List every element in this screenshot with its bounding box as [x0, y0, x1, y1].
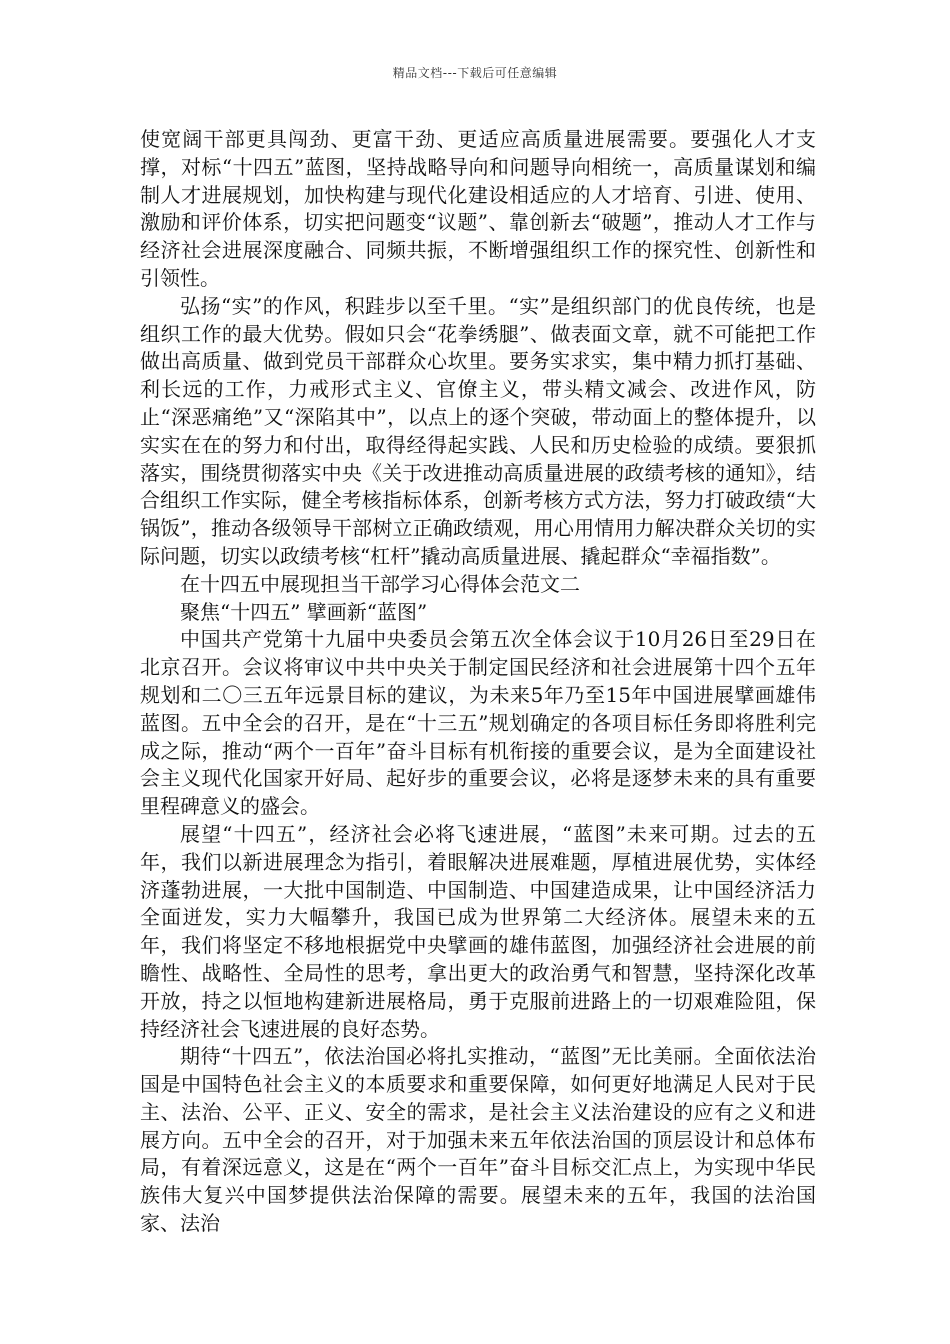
section-subtitle: 聚焦“十四五” 擘画新“蓝图” — [180, 599, 428, 624]
document-body — [140, 126, 816, 1238]
paragraph-4: 展望“十四五”，经济社会必将飞速进展，“蓝图”未来可期。过去的五年，我们以新进展理念为指引，着眼解决进展难题，厚植进展优势，实体经济蓬勃进展，一大批中国制造、中国制造、中国建造成果，让中国经济活力全面迸发，实力大幅攀升，我国已成为世界第二大经济体。展望未来的五年，我们将坚定不移地根据党中央擘画的雄伟蓝图，加强经济社会进展的前瞻性、战略性、全局性的思考，拿出更大的政治勇气和智慧，坚持深化改革开放，持之以恒地构建新进展格局，勇于克服前进路上的一切艰难险阻，保持经济社会飞速进展的良好态势。 — [140, 821, 816, 1041]
paragraph-5: 期待“十四五”，依法治国必将扎实推动，“蓝图”无比美丽。全面依法治国是中国特色社会主义的本质要求和重要保障，如何更好地满足人民对于民主、法治、公平、正义、安全的需求，是社会主义法治建设的应有之义和进展方向。五中全会的召开，对于加强未来五年依法治国的顶层设计和总体布局，有着深远意义，这是在“两个一百年”奋斗目标交汇点上，为实现中华民族伟大复兴中国梦提供法治保障的需要。展望未来的五年，我国的法治国家、法治 — [140, 1044, 816, 1236]
running-header: 精品文档---下载后可任意编辑 — [392, 66, 558, 80]
paragraph-2: 弘扬“实”的作风，积跬步以至千里。“实”是组织部门的优良传统，也是组织工作的最大优势。假如只会“花拳绣腿”、做表面文章，就不可能把工作做出高质量、做到党员干部群众心坎里。要务实求实，集中精力抓打基础、利长远的工作，力戒形式主义、官僚主义，带头精文减会、改进作风，防止“深恶痛绝”又“深陷其中”，以点上的逐个突破，带动面上的整体提升，以实实在在的努力和付出，取得经得起实践、人民和历史检验的成绩。要狠抓落实，围绕贯彻落实中央《关于改进推动高质量进展的政绩考核的通知》，结合组织工作实际，健全考核指标体系，创新考核方式方法，努力打破政绩“大锅饭”，推动各级领导干部树立正确政绩观，用心用情用力解决群众关切的实际问题，切实以政绩考核“杠杆”撬动高质量进展、撬起群众“幸福指数”。 — [140, 293, 816, 568]
paragraph-3: 中国共产党第十九届中央委员会第五次全体会议于10月26日至29日在北京召开。会议将审议中共中央关于制定国民经济和社会进展第十四个五年规划和二〇三五年远景目标的建议，为未来5年乃至15年中国进展擘画雄伟蓝图。五中全会的召开，是在“十三五”规划确定的各项目标任务即将胜利完成之际，推动“两个一百年”奋斗目标有机衔接的重要会议，是为全面建设社会主义现代化国家开好局、起好步的重要会议，必将是逐梦未来的具有重要里程碑意义的盛会。 — [140, 627, 816, 819]
section-title: 在十四五中展现担当干部学习心得体会范文二 — [180, 571, 580, 596]
paragraph-1: 使宽阔干部更具闯劲、更富干劲、更适应高质量进展需要。要强化人才支撑，对标“十四五”蓝图，坚持战略导向和问题导向相统一，高质量谋划和编制人才进展规划，加快构建与现代化建设相适应的人才培育、引进、使用、激励和评价体系，切实把问题变“议题”、靠创新去“破题”，推动人才工作与经济社会进展深度融合、同频共振，不断增强组织工作的探究性、创新性和引领性。 — [140, 127, 816, 290]
